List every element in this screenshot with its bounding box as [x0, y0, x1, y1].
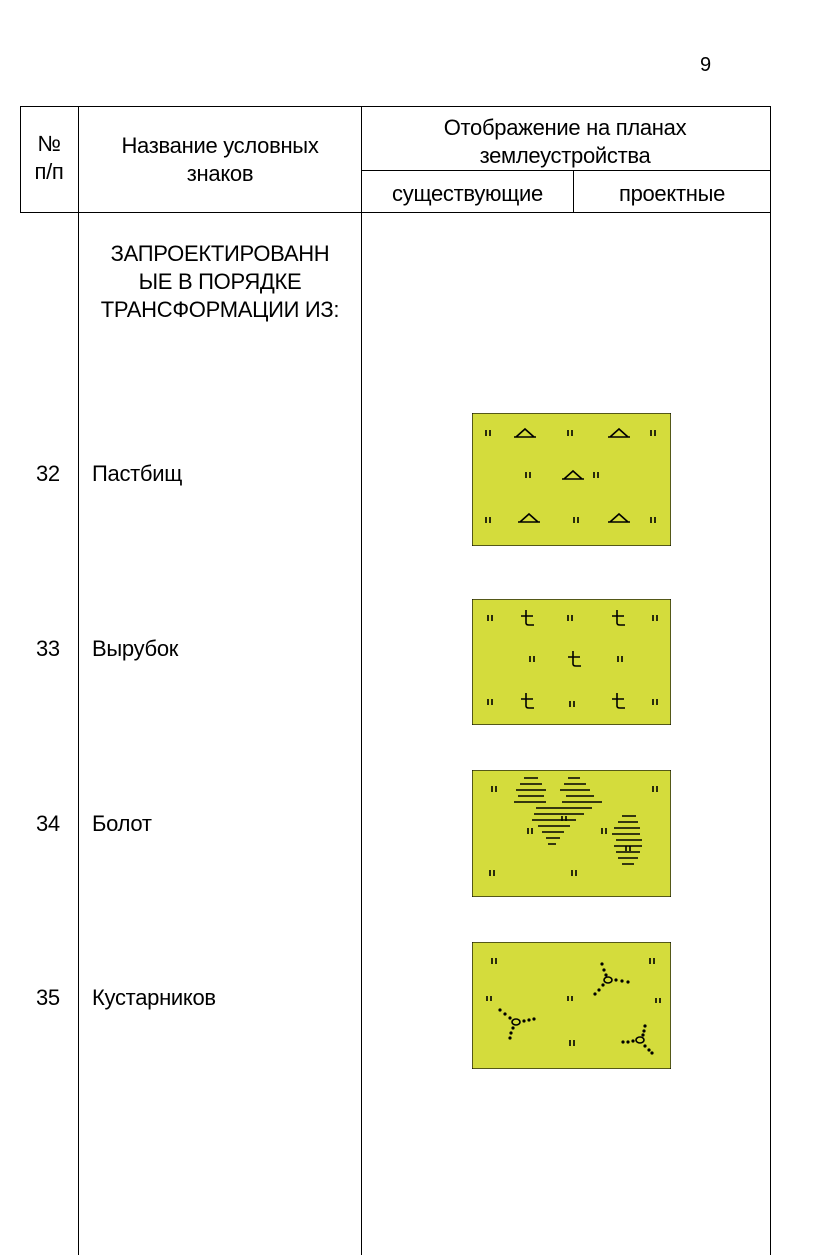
shrubs-symbol	[472, 942, 671, 1069]
row-num-34: 34	[36, 811, 60, 836]
row-name-clearing: Вырубок	[92, 636, 179, 661]
clearing-symbol	[472, 599, 671, 725]
row-num-33: 33	[36, 636, 60, 661]
table-top-border	[20, 106, 771, 107]
row-num-32: 32	[36, 461, 60, 486]
swamp-symbol	[472, 770, 671, 897]
section-title: ЗАПРОЕКТИРОВАНН ЫЕ В ПОРЯДКЕ ТРАНСФОРМАЦИИ ИЗ:	[100, 241, 340, 322]
header-display: Отображение на планах землеустройства	[443, 115, 687, 168]
row-num-35: 35	[36, 985, 60, 1010]
pasture-symbol	[472, 413, 671, 546]
header-bottom-border	[20, 212, 771, 213]
header-name: Название условных знаков	[121, 133, 319, 186]
header-existing: существующие	[392, 181, 543, 206]
column-divider-1	[78, 106, 79, 1255]
column-divider-2	[361, 106, 362, 1255]
row-name-shrubs: Кустарников	[92, 985, 216, 1010]
row-name-pasture: Пастбищ	[92, 461, 183, 486]
header-num: № п/п	[34, 131, 64, 184]
header-projected: проектные	[618, 181, 726, 206]
table-right-border	[770, 106, 771, 1255]
page-number: 9	[700, 54, 712, 76]
header-sub-divider	[361, 170, 771, 171]
row-name-swamp: Болот	[92, 811, 152, 836]
